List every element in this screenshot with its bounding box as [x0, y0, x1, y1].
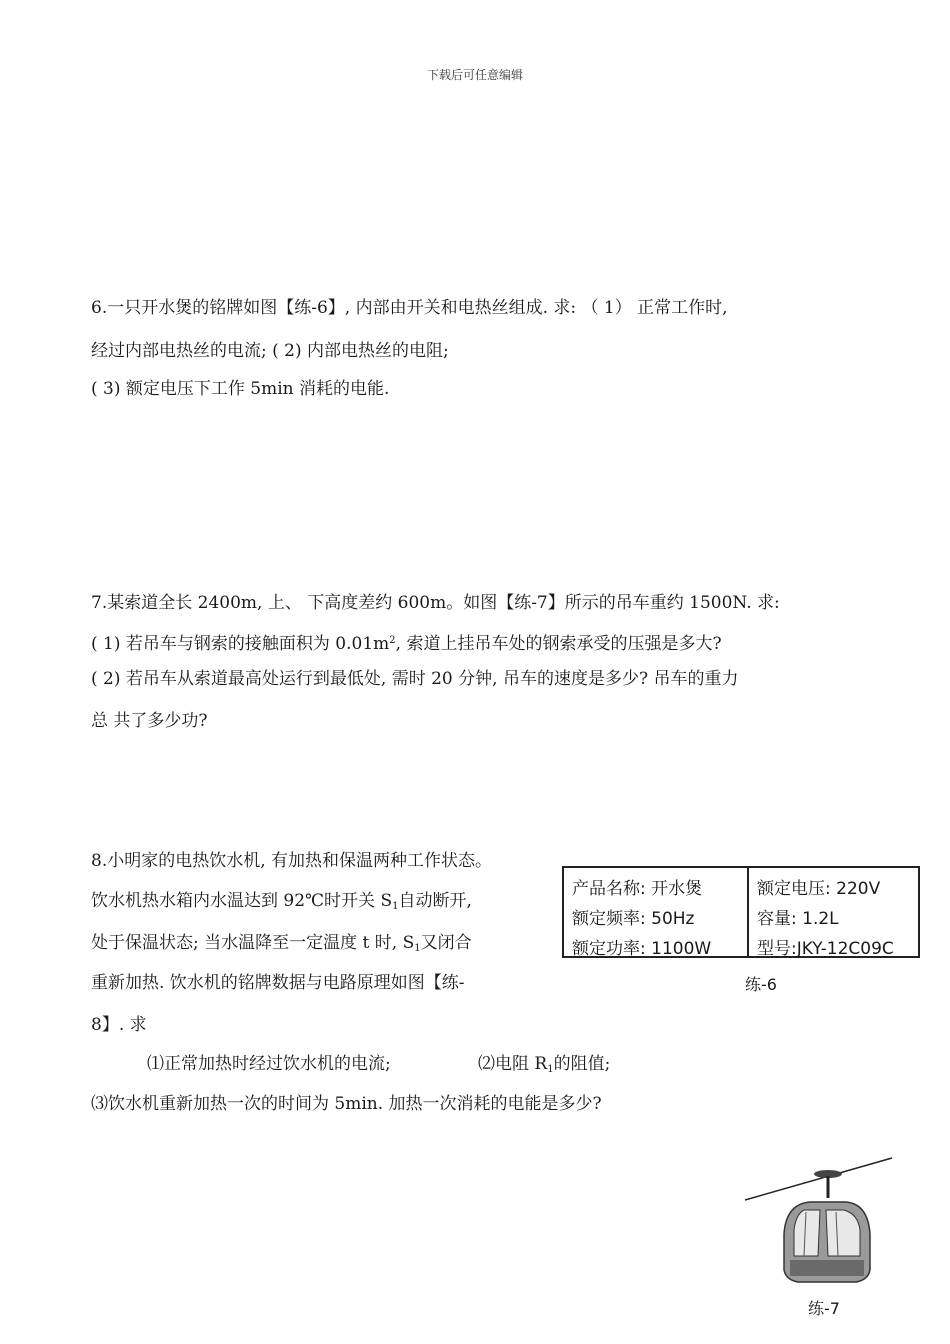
- nameplate-model: 型号:JKY-12C09C: [757, 939, 894, 959]
- q7-line-4: 总 共了多少功?: [91, 711, 208, 731]
- cabin-window-right: [826, 1210, 860, 1256]
- nameplate-capacity: 容量: 1.2L: [757, 909, 839, 929]
- q6-line-3: ( 3) 额定电压下工作 5min 消耗的电能.: [91, 379, 390, 399]
- q7-line-1: 7.某索道全长 2400m, 上、 下高度差约 600m。如图【练-7】所示的吊车重约 1500N. 求:: [91, 593, 780, 613]
- cabin-base: [790, 1260, 864, 1276]
- q8-line-1: 8.小明家的电热饮水机, 有加热和保温两种工作状态。: [91, 851, 493, 871]
- q8-sub-1: ⑴正常加热时经过饮水机的电流;: [147, 1054, 391, 1074]
- q7-line-3: ( 2) 若吊车从索道最高处运行到最低处, 需时 20 分钟, 吊车的速度是多少? 吊车的重力: [91, 669, 739, 689]
- q8-line-4: 重新加热. 饮水机的铭牌数据与电路原理如图【练-: [91, 973, 465, 993]
- q8-line-2: 饮水机热水箱内水温达到 92℃时开关 $S_1$自动断开,: [91, 891, 472, 912]
- nameplate-product-name: 产品名称: 开水煲: [572, 879, 703, 899]
- nameplate-rated-voltage: 额定电压: 220V: [757, 879, 881, 899]
- figure-7-caption: 练-7: [808, 1299, 840, 1318]
- nameplate-divider: [747, 868, 749, 956]
- q8-line-5: 8】. 求: [91, 1015, 147, 1035]
- page-header: 下载后可任意编辑: [426, 68, 523, 82]
- cabin-window-left: [794, 1210, 820, 1256]
- cable-line: [745, 1158, 892, 1200]
- q8-sub-3: ⑶饮水机重新加热一次的时间为 5min. 加热一次消耗的电能是多少?: [91, 1094, 602, 1114]
- q7-line-2: ( 1) 若吊车与钢索的接触面积为 $0.01m^2$, 索道上挂吊车处的钢索承受的压强是多大?: [91, 634, 722, 654]
- q8-sub-2: ⑵电阻 $R_1$的阻值;: [478, 1054, 611, 1075]
- nameplate-rated-frequency: 额定频率: 50Hz: [572, 909, 695, 929]
- q6-line-2: 经过内部电热丝的电流; ( 2) 内部电热丝的电阻;: [91, 341, 449, 361]
- cable-car-illustration: [740, 1152, 900, 1292]
- kettle-nameplate: [562, 866, 920, 958]
- q6-line-1: 6.一只开水煲的铭牌如图【练-6】, 内部由开关和电热丝组成. 求: （ 1） 正常工作时,: [91, 298, 728, 318]
- nameplate-rated-power: 额定功率: 1100W: [572, 939, 712, 959]
- figure-6-caption: 练-6: [745, 975, 777, 994]
- q8-line-3: 处于保温状态; 当水温降至一定温度 t 时, $S_1$又闭合: [91, 933, 472, 954]
